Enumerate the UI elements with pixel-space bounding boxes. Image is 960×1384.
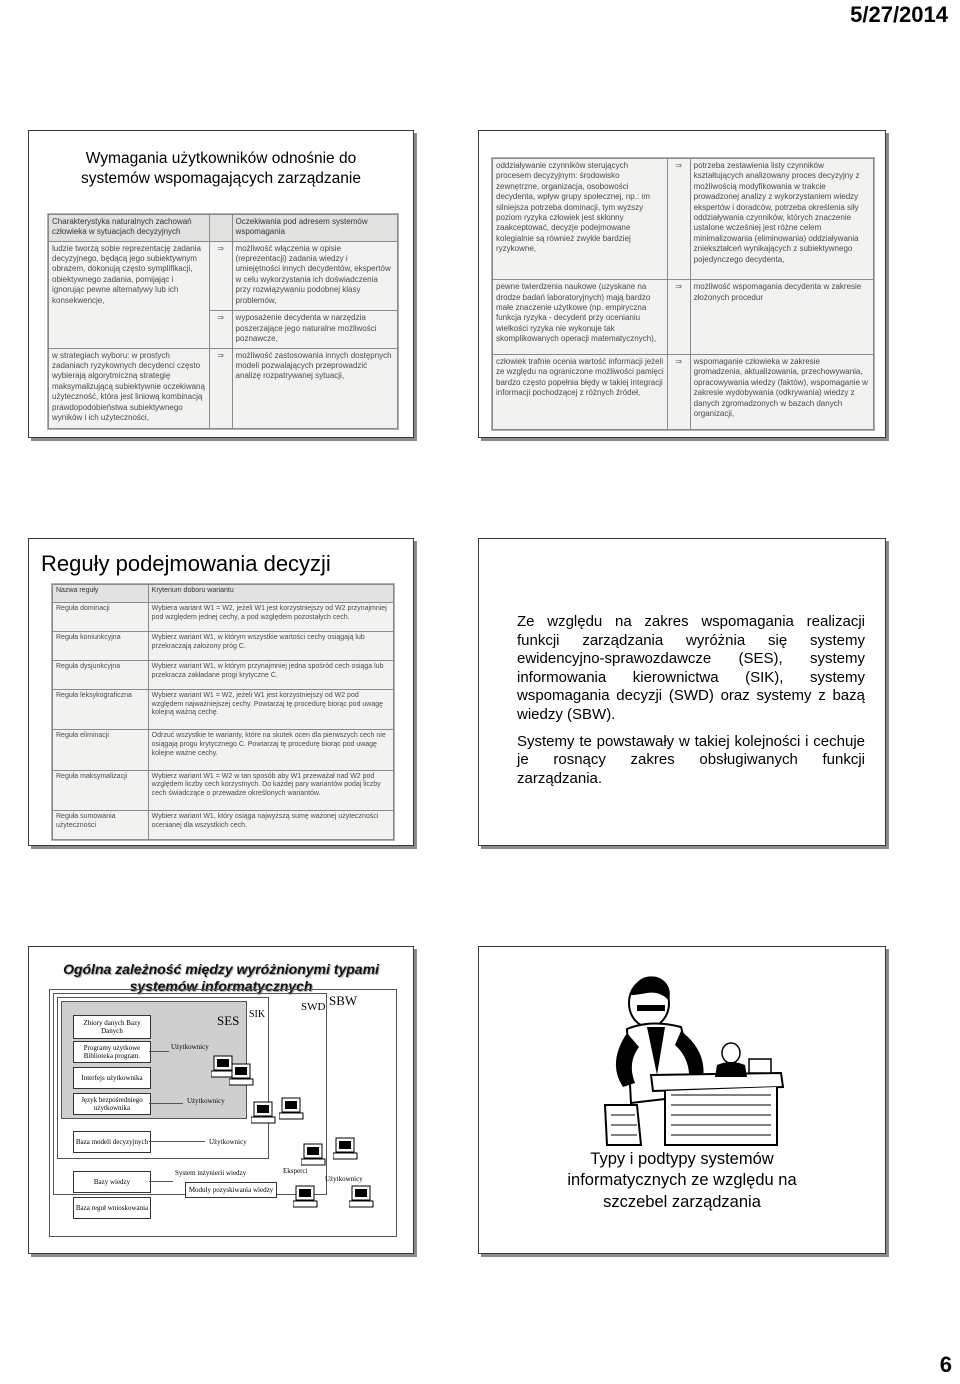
slide-requirements (28, 130, 414, 438)
slide-title: Wymagania użytkowników odnośnie do systemów wspomagających zarządzanie (81, 150, 361, 188)
computer-icon (229, 1063, 255, 1087)
box-knowledge-acquisition: Moduły pozyskiwania wiedzy (185, 1182, 277, 1198)
connector-line (149, 1141, 205, 1142)
slide-decision-rules (28, 538, 414, 846)
computer-icon (333, 1137, 359, 1161)
slide-requirements-continued (478, 130, 886, 438)
computer-icon (301, 1143, 327, 1167)
slide-management-levels (478, 946, 886, 1254)
box-knowledge-bases: Bazy wiedzy (73, 1171, 151, 1193)
scan-rules-table (51, 583, 395, 841)
computer-icon (279, 1097, 305, 1121)
acronym-swd: SWD (673, 687, 709, 705)
column-header: Oczekiwania pod adresem systemów wspomagania (232, 215, 397, 242)
table-row: Reguła eliminacji Odrzuć wszystkie te warianty, które na skutek ocen dla pierwszych cech nie osiągają progu krytycznego C. Powtarzaj tę procedurę biorąc pod uwagę kolejne ważne cechy. (53, 730, 394, 770)
computer-icon (293, 1185, 319, 1209)
table-row: Reguła maksymalizacji Wybierz wariant W1 = W2 w tan sposób aby W1 przeważał nad W2 pod względem liczby cech korzystnych. Do każdej pary wariantów podaj liczby cech świadczące o przewadze określonych wariantów. (53, 770, 394, 810)
table-row: w strategiach wyboru: w prostych zadaniach ryzykownych decydenci często wybierają algorytmiczną strategię maksymalizującą subiektywnie oczekiwaną użyteczność, która jest liniową kombinacją prawdopodobieństwa subiektywnego wyników i ich użyteczności, ⇒ możliwość zastosowania innych dostępnych modeli pozwalających przeprowadzić analizę rozpatrywanej sytuacji, (49, 348, 398, 428)
table-row: pewne twierdzenia naukowe (uzyskane na drodze badań laboratoryjnych) mają bardzo małe znaczenie użytkowe (np. empiryczna funkcja ryzyka - decydent przy ocenianiu wielkości ryzyka nie wykonuje tak skomplikowanych operacji matematycznych), ⇒ możliwość wspomagania decydenta w zakresie złożonych procedur (493, 280, 874, 355)
box-user-interface: Interfejs użytkownika (73, 1067, 151, 1089)
box-direct-language: Język bezpośredniego użytkownika (73, 1093, 151, 1115)
box-decision-models: Baza modeli decyzyjnych (73, 1131, 151, 1153)
page-number: 6 (939, 1352, 952, 1377)
table-row: człowiek trafnie ocenia wartość informacji jeżeli ze względu na ograniczone możliwości pamięci bardzo często popełnia błędy w takiej integracji informacji pochodzącej z różnych źródeł, ⇒ wspomaganie człowieka w zakresie gromadzenia, aktualizowania, przechowywania, opracowywania wiedzy (faktów), wspomaganie w zakresie wydobywania (odkrywania) wiedzy z danych zgromadzonych w bazach danych organizacji, (493, 355, 874, 430)
box-user-programs: Programy użytkowe Biblioteka program. (73, 1041, 151, 1063)
acronym-sik: SIK (750, 668, 775, 686)
label-users-sik: Użytkownicy (187, 1097, 225, 1105)
label-sbw: SBW (329, 993, 358, 1008)
box-inference-rules: Baza reguł wnioskowania (73, 1197, 151, 1219)
slide-caption: Typy i podtypy systemów informatycznych ze względu na szczebel zarządzania (567, 1150, 797, 1211)
table-row: Reguła dysjunkcyjna Wybierz wariant W1, w którym przynajmniej jedna spośród cech osiąga lub przekracza zakładane progi krytyczne C. (53, 660, 394, 689)
label-users-swd: Użytkownicy (209, 1138, 247, 1146)
page-date: 5/27/2014 (850, 2, 948, 27)
table-row: ⇒ wyposażenie decydenta w narzędzia poszerzające jego naturalne możliwości poznawcze, (49, 311, 398, 348)
slide-dependency-diagram (28, 946, 414, 1254)
connector-line (149, 1103, 183, 1104)
label-experts: Eksperci (283, 1167, 308, 1175)
businessman-clipart-icon (591, 955, 791, 1151)
label-swd: SWD (301, 1001, 326, 1013)
box-data-sets: Zbiory danych Bazy Danych (73, 1015, 151, 1039)
table-row: Reguła sumowania użyteczności Wybierz wariant W1, który osiąga najwyższą sumę ważonej użyteczności ocenianej dla wszystkich cech. (53, 810, 394, 839)
acronym-sbw: SBW (572, 705, 607, 723)
scan-table-right (491, 157, 875, 431)
connector-line (149, 1051, 169, 1052)
label-sik: SIK (249, 1009, 266, 1020)
connector-line (149, 1181, 173, 1182)
table-row: oddziaływanie czynników sterujących procesem decyzyjnym: środowisko zewnętrzne, organizacja, osobowości decydenta, wpływ grupy społecznej, np.: im silniejsza potrzeba dominacji, tym wyższy poziom ryzyka człowiek jest skłonny zaakceptować, decyzje podejmowane kolegialnie są również zwykle bardziej ryzykowne, ⇒ potrzeba zestawienia listy czynników kształtujących analizowany proces decyzyjny z możliwością modyfikowania w trakcie prowadzonej analizy z wykorzystaniem wiedzy ekspertów i doradców, potrzeba określenia siły oddziaływania czynników, których znaczenie ustalone wcześniej jest różne celem minimalizowania (eliminowania) oddziaływania zniekształceń wynikających z subiektywnego pojedynczego decydenta, (493, 159, 874, 280)
acronym-ses: SES (743, 650, 774, 668)
table-row: ludzie tworzą sobie reprezentację zadania decyzyjnego, będącą jego subiektywnym obrazem, dokonują często symplifikacji, obiektywnego zadania, pomijając i ignorując pewne alternatywy lub ich konsekwencje, ⇒ możliwość włączenia w opisie (reprezentacji) zadania wiedzy i umiejętności innych decydentów, ekspertów w celu wykorzystania ich doświadczenia przy rozwiązywaniu podobnej klasy problemów, (49, 241, 398, 311)
slide-system-types-text (478, 538, 886, 846)
slide-title: Reguły podejmowania decyzji (41, 551, 331, 576)
column-header: Charakterystyka naturalnych zachowań człowieka w sytuacjach decyzyjnych (49, 215, 210, 242)
label-users-sbw: Użytkownicy (325, 1175, 363, 1183)
column-header: Nazwa reguły (53, 585, 149, 603)
paragraph-order: Systemy te powstawały w takiej kolejności i cechuje je rosnący zakres obsługiwanych funkcji zarządzania. (517, 732, 865, 787)
column-header: Kryterium doboru wariantu (148, 585, 393, 603)
scan-table-left (47, 213, 399, 430)
paragraph-system-types: Ze względu na zakres wspomagania realizacji funkcji zarządzania wyróżnia się systemy ewidencyjno-sprawozdawcze (SES), systemy informowania kierownictwa (SIK), systemy wspomagania decyzji (SWD) oraz systemy z bazą wiedzy (SBW). (517, 613, 865, 723)
label-users-ses: Użytkownicy (171, 1043, 209, 1051)
label-knowledge-engineering: System inżynierii wiedzy (175, 1169, 247, 1177)
table-row: Reguła dominacji Wybiera wariant W1 = W2, jeżeli W1 jest korzystniejszy od W2 przynajmniej pod względem jednej cechy, a pod względem pozostałych cech. (53, 602, 394, 631)
computer-icon (251, 1101, 277, 1125)
diagram-title: Ogólna zależność między wyróżnionymi typami systemów informatycznych (63, 961, 379, 994)
body-text (517, 613, 865, 796)
table-row: Reguła koniunkcyjna Wybierz wariant W1, w którym wszystkie wartości cechy osiągają lub przekraczają założony próg C. (53, 631, 394, 660)
computer-icon (349, 1185, 375, 1209)
table-row: Reguła leksykograficzna Wybierz wariant W1 = W2, jeżeli W1 jest korzystniejszy od W2 pod względem najważniejszej cechy. Powtarzaj tę procedurę biorąc pod uwagę kolejną ważną cechę. (53, 689, 394, 729)
label-ses: SES (217, 1013, 240, 1028)
